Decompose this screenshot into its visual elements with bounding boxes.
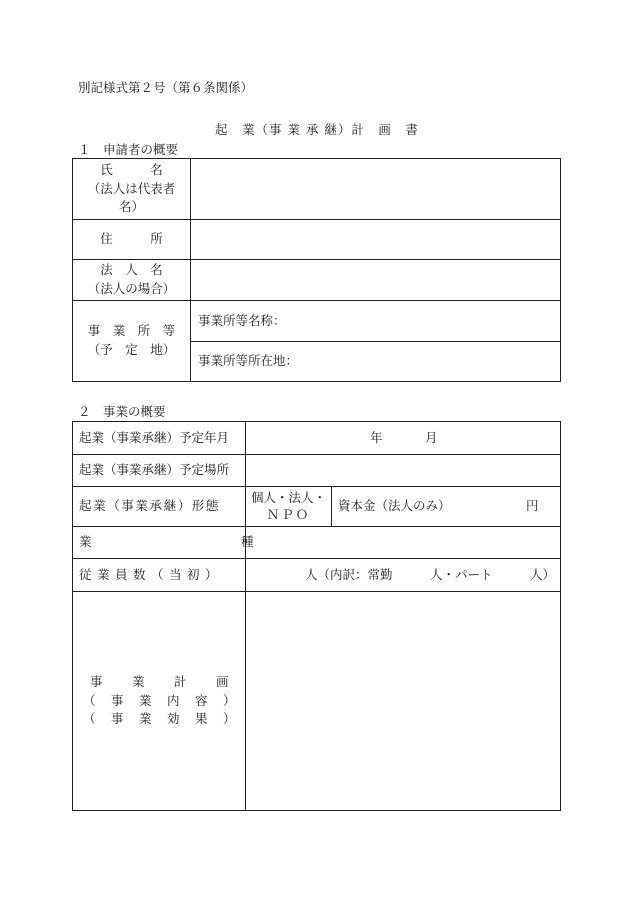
plan-field[interactable] [246,592,560,810]
place-label-cell [79,455,241,486]
year-unit: 年 [370,429,383,445]
capital-label: 資本金（法人のみ） [338,498,451,514]
capital-label-cell [338,487,451,526]
office-label: 事 業 所 等 [87,323,176,339]
month-unit-cell [425,422,438,454]
plan-label-cell [79,592,241,810]
address-label-cell [73,220,190,259]
corp-name-note: （法人の場合） [87,281,176,296]
employees-label-cell [79,559,241,591]
form-number: 別記様式第２号（第６条関係） [78,80,254,95]
page-title: 起 業（事 業 承 継）計 画 書 [215,122,419,137]
form-options-cell[interactable] [246,487,331,526]
office-location-field[interactable] [198,342,558,381]
capital-unit-cell [526,487,539,526]
section2-heading: ２ 事業の概要 [78,404,166,419]
address-field[interactable] [191,220,560,259]
month-unit: 月 [425,429,438,445]
form-option-1: 個人・法人・ [250,489,326,505]
office-location-label: 事業所等所在地： [198,353,299,369]
start-date-label: 起業（事業承継）予定年月 [79,429,230,445]
corp-name-field[interactable] [191,260,560,300]
name-label: 氏 名 [100,161,163,177]
corp-name-label-cell [73,260,190,300]
address-label: 住 所 [100,231,163,247]
form-option-2: ＮＰＯ [266,506,311,522]
place-label: 起業（事業承継）予定場所 [79,462,230,478]
industry-field[interactable] [246,527,560,558]
year-unit-cell [370,422,383,454]
employees-label: 従業員数（当初） [79,566,224,582]
name-field[interactable] [191,159,560,219]
plan-label-content: （ 事 業 内 容 ） [82,692,237,708]
plan-label: 事 業 計 画 [89,673,230,689]
start-date-field[interactable] [246,422,560,454]
employees-field[interactable] [305,559,555,591]
industry-label-cell [79,527,269,558]
capital-field[interactable] [460,487,520,526]
industry-label: 業 種 [79,534,269,550]
office-name-field[interactable] [198,301,558,341]
capital-unit: 円 [526,498,539,514]
section1-heading: １ 申請者の概要 [78,142,179,157]
form-label-cell [79,487,241,526]
office-label-cell [73,301,190,381]
employees-value: 人（内訳：常勤 人・パート 人） [305,566,556,582]
office-label-note: （予 定 地） [87,342,176,357]
name-label-note-end: 名） [118,199,144,215]
corp-name-label: 法 人 名 [100,262,163,278]
place-field[interactable] [246,455,560,486]
start-date-label-cell [79,422,241,454]
form-label: 起業（事業承継）形態 [79,498,221,514]
name-label-note: （法人は代表者 [87,180,176,196]
name-label-cell [73,159,190,219]
office-name-label: 事業所等名称： [198,312,286,328]
plan-label-effect: （ 事 業 効 果 ） [82,711,237,727]
